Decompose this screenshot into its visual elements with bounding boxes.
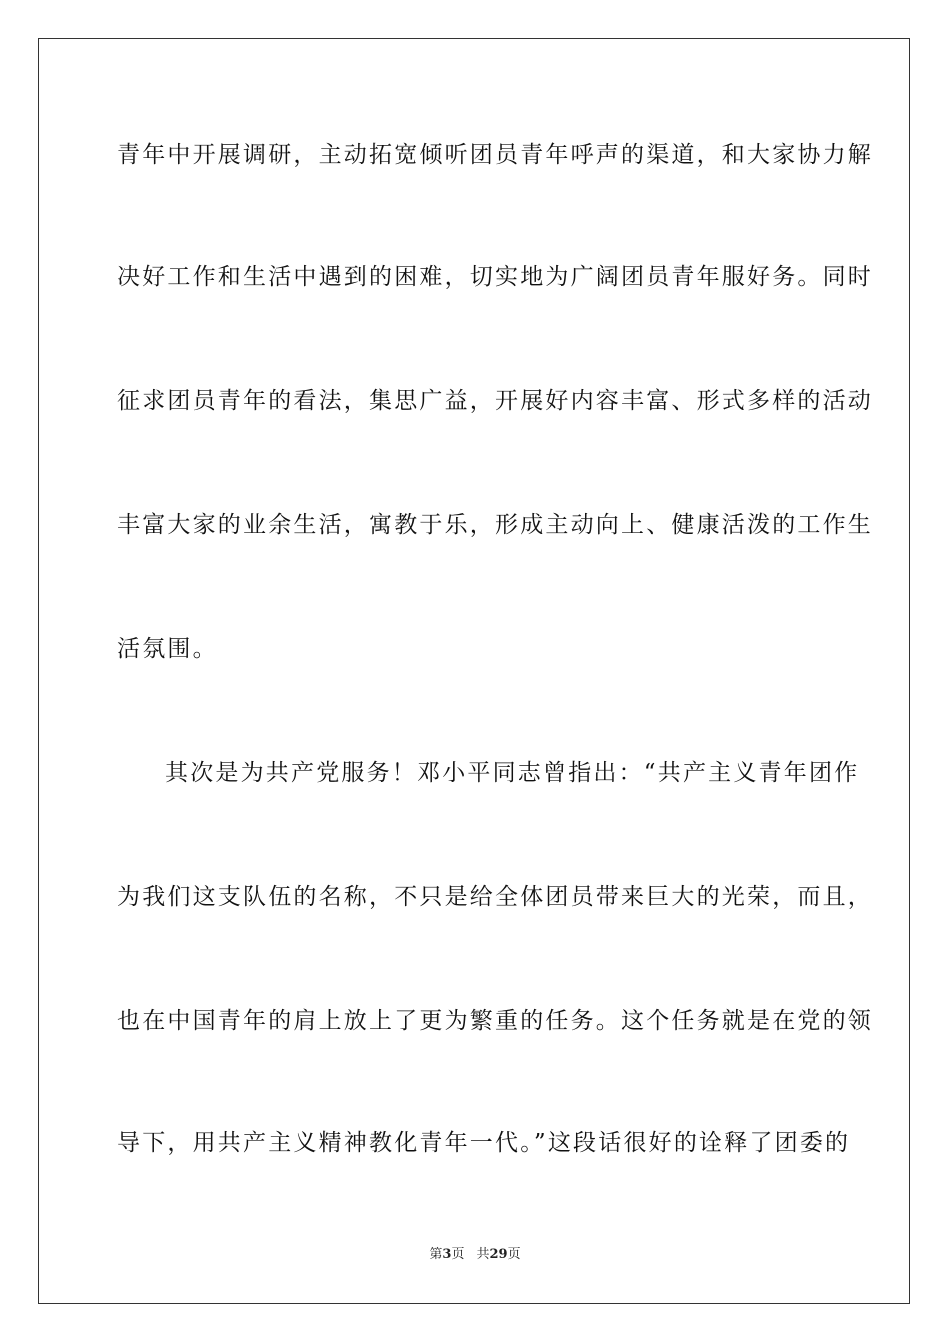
text-line: 征求团员青年的看法，集思广益，开展好内容丰富、形式多样的活动 [117, 388, 873, 414]
total-pages: 29 [489, 1247, 508, 1262]
text-line: 也在中国青年的肩上放上了更为繁重的任务。这个任务就是在党的领 [117, 1008, 873, 1034]
text-line: 为我们这支队伍的名称，不只是给全体团员带来巨大的光荣，而且， [117, 884, 873, 910]
text-line-indented: 其次是为共产党服务！邓小平同志曾指出：“共产主义青年团作 [165, 760, 860, 786]
page-border [38, 38, 910, 1304]
total-prefix: 共 [476, 1247, 490, 1262]
page-footer [0, 1246, 950, 1264]
text-line: 决好工作和生活中遇到的困难，切实地为广阔团员青年服好务。同时 [117, 264, 873, 290]
text-line: 青年中开展调研，主动拓宽倾听团员青年呼声的渠道，和大家协力解 [117, 142, 873, 168]
total-suffix: 页 [507, 1247, 521, 1262]
page-prefix: 第 [429, 1247, 443, 1262]
page-suffix: 页 [451, 1247, 465, 1262]
text-line: 丰富大家的业余生活，寓教于乐，形成主动向上、健康活泼的工作生 [117, 512, 873, 538]
page-number: 3 [442, 1247, 452, 1262]
text-line: 活氛围。 [117, 636, 218, 662]
text-line: 导下，用共产主义精神教化青年一代。”这段话很好的诠释了团委的 [117, 1130, 851, 1156]
